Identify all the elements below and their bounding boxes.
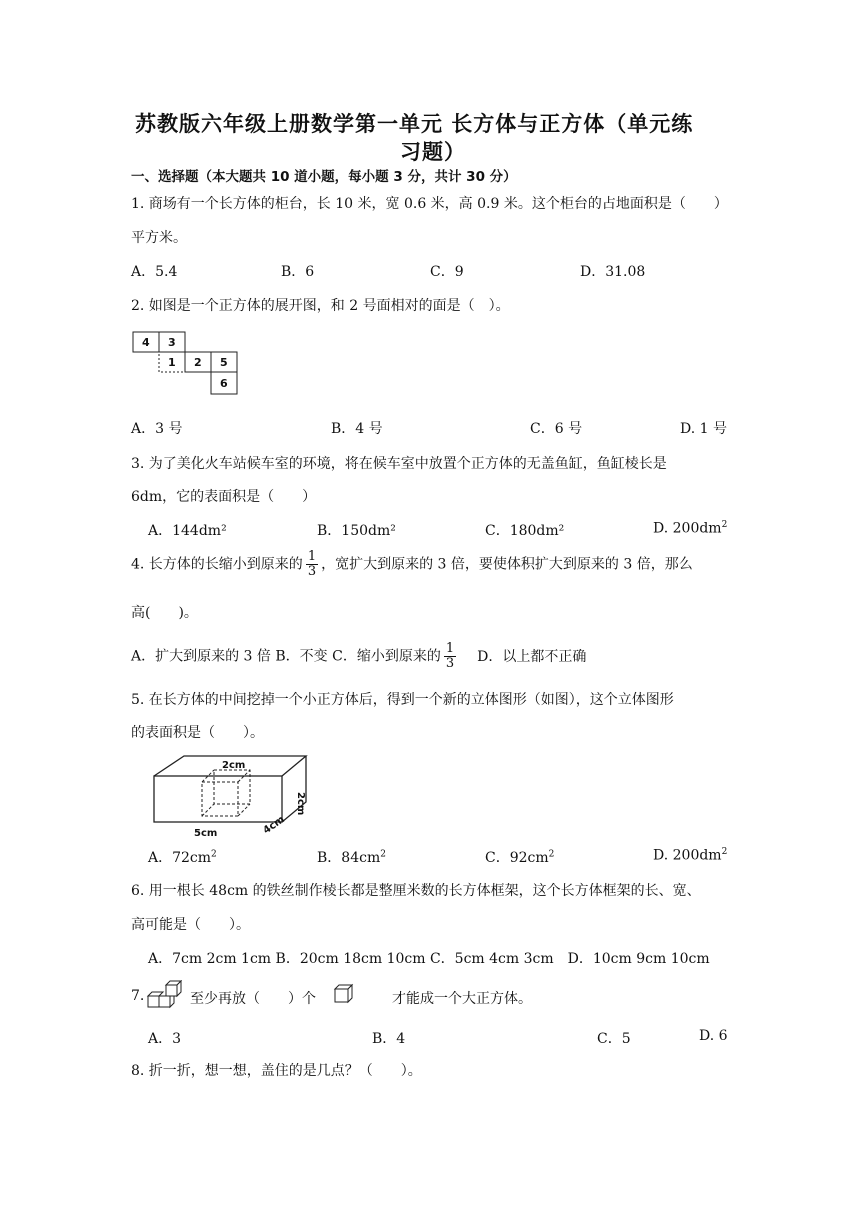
net-number-2: 2 (194, 356, 202, 369)
q2-option-c: C．6 号 (530, 421, 583, 437)
stacked-cubes-icon (146, 980, 182, 1010)
q3-option-b: B．150dm² (317, 523, 396, 539)
question-3-line2: 6dm，它的表面积是（ ） (131, 489, 317, 505)
q1-option-a: A．5.4 (131, 264, 178, 280)
q2-option-b: B．4 号 (331, 421, 383, 437)
question-3-line1: 3. 为了美化火车站候车室的环境，将在候车室中放置个正方体的无盖鱼缸，鱼缸棱长是 (131, 456, 667, 472)
single-cube-icon (333, 983, 355, 1005)
fig-label-right: 2cm (295, 792, 306, 816)
q7-option-b: B．4 (372, 1031, 406, 1047)
fraction-one-third: $\frac{1}{3}$ (307, 549, 317, 579)
question-2-line1: 2. 如图是一个正方体的展开图，和 2 号面相对的面是（ ）。 (131, 298, 510, 314)
net-number-1: 1 (168, 356, 176, 369)
fig-label-bottom: 5cm (194, 828, 218, 839)
q1-option-d: D．31.08 (580, 264, 646, 280)
question-7-number: 7. (131, 988, 145, 1004)
question-6-line2: 高可能是（ ）。 (131, 917, 250, 933)
q5-option-c: C．$92cm^2$ (485, 849, 555, 866)
q1-option-c: C．9 (430, 264, 464, 280)
question-1-line2: 平方米。 (131, 230, 187, 246)
q2-option-d: D. 1 号 (680, 421, 727, 437)
fig-label-top: 2cm (222, 760, 246, 771)
fig-label-side: 4cm (261, 814, 287, 837)
page-title-line1: 苏教版六年级上册数学第一单元 长方体与正方体（单元练 (135, 112, 694, 136)
question-4-line2: 高( )。 (131, 605, 198, 621)
cuboid-figure (146, 752, 316, 840)
q6-options: A．7cm 2cm 1cm B．20cm 18cm 10cm C．5cm 4cm 3cm D．10cm 9cm 10cm (148, 951, 710, 967)
q5-option-b: B．$84cm^2$ (317, 849, 386, 866)
q3-option-d: D. $200dm^2$ (653, 520, 728, 537)
question-5-line1: 5. 在长方体的中间挖掉一个小正方体后，得到一个新的立体图形（如图），这个立体图形 (131, 692, 674, 708)
q4-options: A．扩大到原来的 3 倍 B．不变 C．缩小到原来的 $\frac{1}{3}$ D．以上都不正确 (131, 641, 587, 671)
net-number-6: 6 (220, 377, 228, 390)
q7-option-d: D. 6 (699, 1028, 728, 1044)
q3-option-a: A．144dm² (148, 523, 227, 539)
page-title-line2: 习题） (400, 140, 466, 164)
question-8-line1: 8. 折一折，想一想，盖住的是几点？（ ）。 (131, 1063, 422, 1079)
cube-net-figure (130, 330, 242, 400)
question-6-line1: 6. 用一根长 48cm 的铁丝制作棱长都是整厘米数的长方体框架，这个长方体框架的长、宽、 (131, 883, 701, 899)
q7-option-a: A．3 (148, 1031, 182, 1047)
net-number-5: 5 (220, 356, 228, 369)
question-1-line1: 1. 商场有一个长方体的柜台，长 10 米，宽 0.6 米，高 0.9 米。这个柜台的占地面积是（ ） (131, 196, 728, 212)
q5-option-d: D. $200dm^2$ (653, 847, 728, 864)
question-4-line1: 4. 长方体的长缩小到原来的 $\frac{1}{3}$ ，宽扩大到原来的 3 倍，要使体积扩大到原来的 3 倍，那么 (131, 549, 693, 579)
q3-option-c: C．180dm² (485, 523, 565, 539)
question-7-text-b: 才能成一个大正方体。 (392, 991, 532, 1007)
question-7-text-a: 至少再放（ ）个 (190, 991, 316, 1007)
q7-option-c: C．5 (597, 1031, 631, 1047)
question-5-line2: 的表面积是（ ）。 (131, 725, 264, 741)
q5-option-a: A．$72cm^2$ (148, 849, 217, 866)
net-number-3: 3 (168, 336, 176, 349)
net-number-4: 4 (142, 336, 150, 349)
q2-option-a: A．3 号 (131, 421, 183, 437)
fraction-one-third-option: $\frac{1}{3}$ (445, 641, 455, 671)
q1-option-b: B．6 (281, 264, 315, 280)
section-header: 一、选择题（本大题共 10 道小题，每小题 3 分，共计 30 分） (131, 169, 517, 185)
